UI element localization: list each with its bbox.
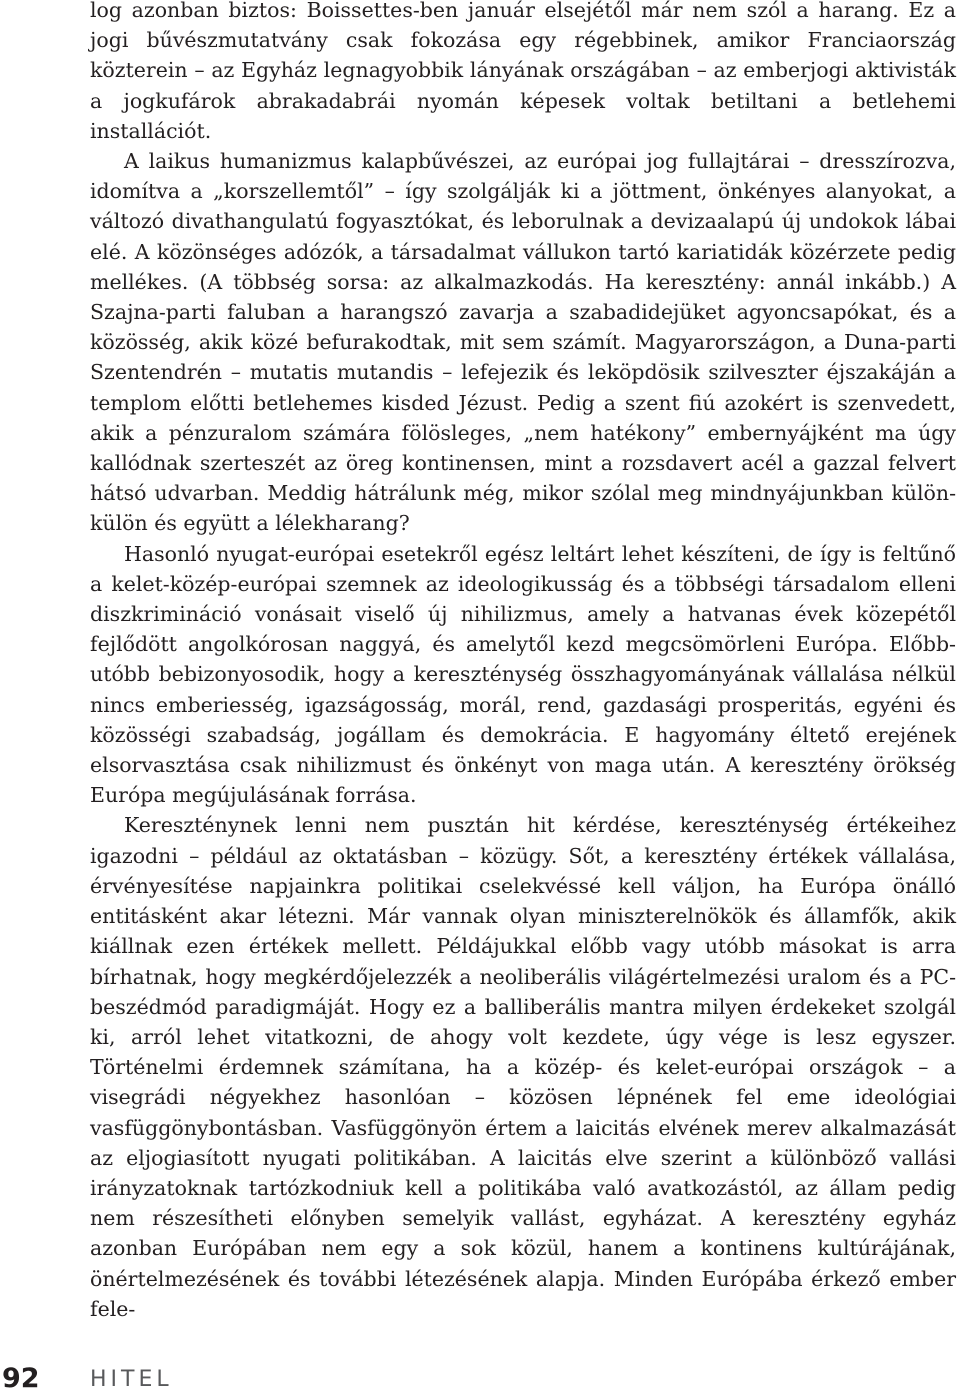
journal-name: HITEL: [90, 1367, 173, 1392]
article-body: [90, 0, 956, 1324]
page-footer: [0, 1362, 960, 1396]
paragraph-2: A laikus humanizmus kalapbűvészei, az európai jog fullajtárai – dresszírozva, idomítva a „korszellemtől” – így szolgálják ki a jöttment, önkényes alanyokat, a változó divathangulatú fogyasztókat, és leborulnak a devizaalapú új undokok lábai elé. A közönséges adózók, a társadalmat vállukon tartó kariatidák közérzete pedig mellékes. (A többség sorsa: az alkalmazkodás. Ha keresztény: annál inkább.) A Szajna-parti faluban a harangszó zavarja a szabadidejüket agyoncsapókat, és a közösség, akik közé befurakodtak, mit sem számít. Magyarországon, a Duna-parti Szentendrén – mutatis mutandis – lefejezik és leköpdösik szilveszter éjszakáján a templom előtti betlehemes kisded Jézust. Pedig a szent fiú azokért is szenvedett, akik a pénzuralom számára fölösleges, „nem hatékony” embernyájként ma úgy kallódnak szerteszét az öreg kontinensen, mint a rozsdavert acél a gazzal felvert hátsó udvarban. Meddig hátrálunk még, mikor szólal meg mindnyájunkban külön-külön és együtt a lélekharang?: [90, 149, 956, 536]
paragraph-1: log azonban biztos: Boissettes-ben január elsejétől már nem szól a harang. Ez a jogi bűvészmutatvány csak fokozása egy régebbinek, amikor Franciaország közterein – az Egyház legnagyobbik lányának országában – az emberjogi aktivisták a jogkufárok abrakadabrái nyomán képesek voltak betiltani a betlehemi installációt.: [90, 0, 956, 143]
paragraph-4: Kereszténynek lenni nem pusztán hit kérdése, kereszténység értékeihez igazodni – például az oktatásban – közügy. Sőt, a keresztény értékek vállalása, érvényesítése napjainkra politikai cselekvéssé kell váljon, ha Európa önálló entitásként akar létezni. Már vannak olyan miniszterelnökök és államfők, akik kiállnak ezen értékek mellett. Példájukkal előbb vagy utóbb másokat is arra bírhatnak, hogy megkérdőjelezzék a neoliberális világértelmezési uralom és a PC-beszédmód paradigmáját. Hogy ez a balliberális mantra milyen érdekeket szolgál ki, arról lehet vitatkozni, de ahogy volt kezdete, úgy vége is lesz egyszer. Történelmi érdemnek számítana, ha a közép- és kelet-európai országok – a visegrádi négyekhez hasonlóan – közösen lépnének fel eme ideológiai vasfüggönybontásban. Vasfüggönyön értem a laicitás elvének merev alkalmazását az eljogiasított nyugati politikában. A laicitás elve szerint a különböző vallási irányzatoknak tartózkodniuk kell a politikába való avatkozástól, az állam pedig nem részesítheti előnyben semelyik vallást, egyházat. A keresztény egyház azonban Európában nem egy a sok közül, hanem a kontinens kultúrájának, önértelmezésének és további létezésének alapja. Minden Európába érkező ember fele-: [90, 813, 956, 1321]
paragraph-3: Hasonló nyugat-európai esetekről egész leltárt lehet készíteni, de így is feltűnő a kelet-közép-európai szemnek az ideologikusság és a többségi társadalom elleni diszkrimináció vonásait viselő új nihilizmus, amely a hatvanas évek közepétől fejlődött angolkórosan naggyá, és amelytől kezd megcsömörleni Európa. Előbb-utóbb bebizonyosodik, hogy a kereszténység összhagyományának vállalása nélkül nincs emberiesség, igazságosság, morál, rend, gazdasági prosperitás, egyéni és közösségi szabadság, jogállam és demokrácia. E hagyomány éltető erejének elsorvasztása csak nihilizmust és önkényt von maga után. A keresztény örökség Európa megújulásának forrása.: [90, 541, 956, 808]
page-number: 92: [2, 1363, 40, 1394]
